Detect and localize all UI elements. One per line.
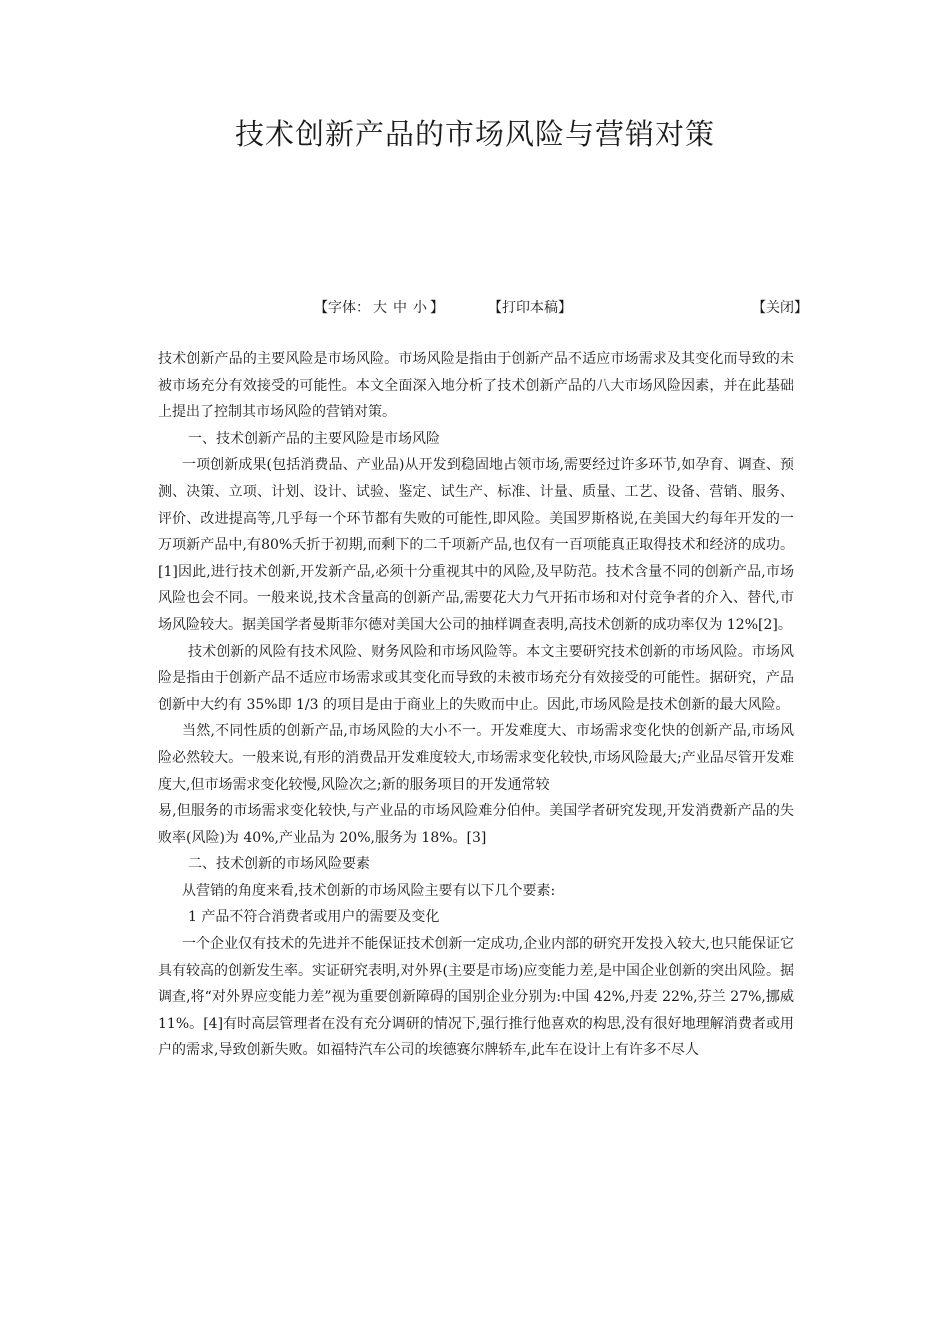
close-link[interactable]: 【关闭】	[752, 300, 808, 316]
paragraph: 一项创新成果(包括消费品、产业品)从开发到稳固地占领市场,需要经过许多环节,如孕育、调查、预测、决策、立项、计划、设计、试验、鉴定、试生产、标准、计量、质量、工艺、设备、营销、服务、评价、改进提高等,几乎每一个环节都有失败的可能性,即风险。美国罗斯格说,在美国大约每年开发的一万项新产品中,有80%夭折于初期,而剩下的二千项新产品,也仅有一百项能真正取得技术和经济的成功。[1]因此,进行技术创新,开发新产品,必须十分重视其中的风险,及早防范。技术含量不同的创新产品,市场风险也会不同。一般来说,技术含量高的创新产品,需要花大力气开拓市场和对付竞争者的介入、替代,市场风险较大。据美国学者曼斯菲尔德对美国大公司的抽样调查表明,高技术创新的成功率仅为 12%[2]。	[158, 457, 794, 633]
page-title: 技术创新产品的市场风险与营销对策	[234, 117, 715, 151]
article-body	[158, 346, 794, 1064]
font-size-medium-link[interactable]: 中	[393, 300, 407, 316]
paragraph-abstract: 技术创新产品的主要风险是市场风险。市场风险是指由于创新产品不适应市场需求及其变化而导致的未被市场充分有效接受的可能性。本文全面深入地分析了技术创新产品的八大市场风险因素，并在此基础上提出了控制其市场风险的营销对策。	[158, 351, 794, 421]
font-size-small-link[interactable]: 小	[413, 300, 427, 316]
section-heading-2: 二、技术创新的市场风险要素	[188, 856, 370, 873]
subsection-heading-1: 1 产品不符合消费者或用户的需要及变化	[188, 909, 440, 926]
font-size-control	[314, 297, 444, 317]
section-heading-1: 一、技术创新产品的主要风险是市场风险	[188, 430, 440, 447]
article-toolbar	[0, 297, 950, 319]
paragraph: 一个企业仅有技术的先进并不能保证技术创新一定成功,企业内部的研究开发投入较大,也只能保证它具有较高的创新发生率。实证研究表明,对外界(主要是市场)应变能力差,是中国企业创新的突出风险。据调查,将“对外界应变能力差”视为重要创新障碍的国别企业分别为:中国 42%,丹麦 22%,芬兰 27%,挪威 11%。[4]有时高层管理者在没有充分调研的情况下,强行推行他喜欢的构思,没有很好地理解消费者或用户的需求,导致创新失败。如福特汽车公司的埃德赛尔牌轿车,此车在设计上有许多不尽人	[158, 936, 794, 1059]
font-size-large-link[interactable]: 大	[373, 300, 387, 316]
print-link[interactable]: 【打印本稿】	[488, 300, 572, 316]
font-size-label-end: 】	[430, 300, 444, 316]
font-size-label: 【字体：	[314, 300, 370, 316]
paragraph: 当然,不同性质的创新产品,市场风险的大小不一。开发难度大、市场需求变化快的创新产品,市场风险必然较大。一般来说,有形的消费品开发难度较大,市场需求变化较快,市场风险最大;产业品尽管开发难度大,但市场需求变化较慢,风险次之;新的服务项目的开发通常较	[158, 723, 794, 793]
paragraph: 从营销的角度来看,技术创新的市场风险主要有以下几个要素:	[182, 882, 556, 899]
paragraph: 易,但服务的市场需求变化较快,与产业品的市场风险难分伯仲。美国学者研究发现,开发消费新产品的失败率(风险)为 40%,产业品为 20%,服务为 18%。[3]	[158, 803, 794, 846]
paragraph: 技术创新的风险有技术风险、财务风险和市场风险等。本文主要研究技术创新的市场风险。市场风险是指由于创新产品不适应市场需求或其变化而导致的未被市场充分有效接受的可能性。据研究，产品创新中大约有 35%即 1/3 的项目是由于商业上的失败而中止。因此,市场风险是技术创新的最大风险。	[158, 643, 794, 713]
